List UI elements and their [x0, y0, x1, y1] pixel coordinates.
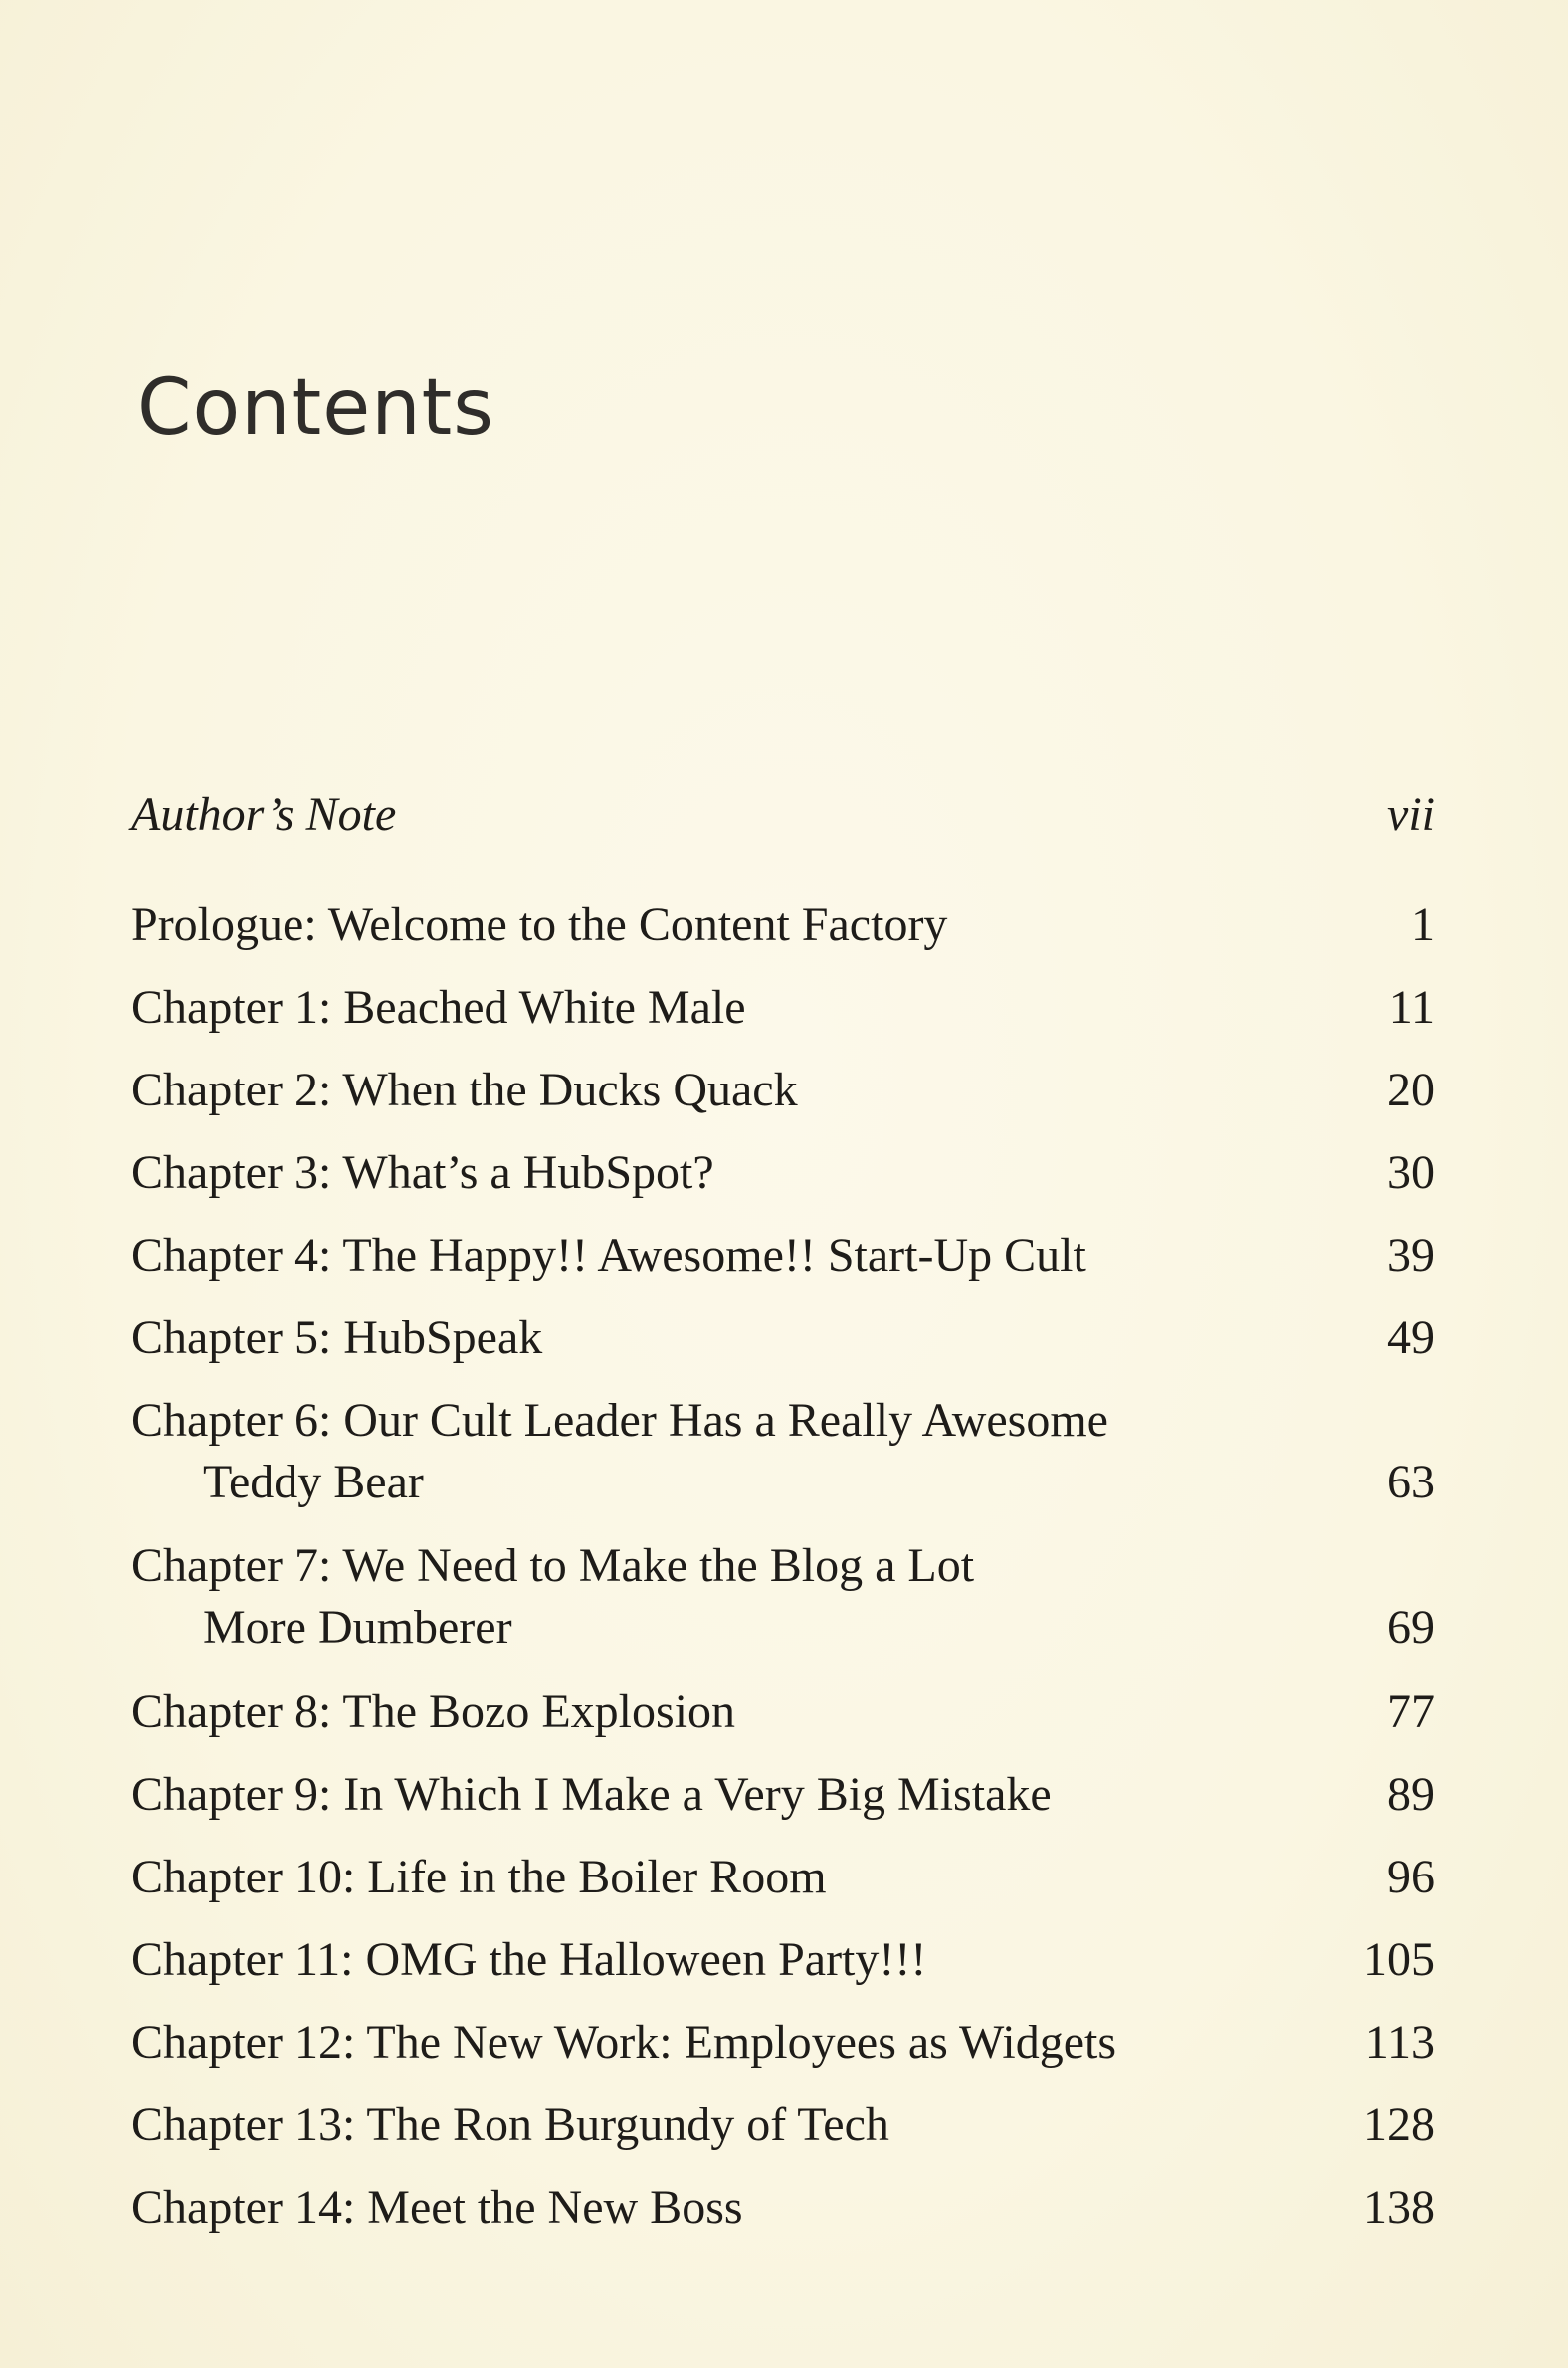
toc-entry-page: 89 [1387, 1768, 1435, 1821]
toc-entry [131, 1225, 1435, 1286]
toc-entry-title: Chapter 14: Meet the New Boss [131, 2181, 743, 2234]
toc-entry-page: 77 [1387, 1685, 1435, 1738]
toc-entry-page: 63 [1387, 1456, 1435, 1508]
toc-entry-title: Chapter 2: When the Ducks Quack [131, 1064, 798, 1116]
toc-entry-page: 138 [1363, 2181, 1435, 2234]
toc-entry-author-note [131, 784, 1435, 846]
toc-entry-page: 69 [1387, 1601, 1435, 1654]
toc-entry-title: Prologue: Welcome to the Content Factory [131, 898, 948, 951]
toc-entry [131, 1681, 1435, 1743]
toc-entry-title: Chapter 10: Life in the Boiler Room [131, 1851, 827, 1903]
toc-entry-page: 49 [1387, 1311, 1435, 1364]
toc-entry-title: Chapter 4: The Happy!! Awesome!! Start-Up Cult [131, 1229, 1086, 1282]
toc-entry [131, 1307, 1435, 1369]
toc-entry-title-line2: More Dumberer [203, 1601, 512, 1654]
toc-entry [131, 894, 1435, 956]
toc-entry-page: 96 [1387, 1851, 1435, 1903]
toc-entry-title: Author’s Note [131, 788, 397, 841]
toc-entry-title-line2: Teddy Bear [203, 1456, 424, 1508]
toc-entry [131, 2094, 1435, 2156]
toc-entry [131, 1142, 1435, 1204]
toc-entry-title [131, 1535, 1186, 1659]
toc-entry [131, 1847, 1435, 1908]
toc-entry-page: 128 [1363, 2098, 1435, 2151]
toc-entry-title: Chapter 9: In Which I Make a Very Big Mistake [131, 1768, 1052, 1821]
toc-entry [131, 2012, 1435, 2073]
toc-entry-title: Chapter 1: Beached White Male [131, 981, 746, 1034]
toc-entry-title: Chapter 8: The Bozo Explosion [131, 1685, 736, 1738]
toc-entry-page: 30 [1387, 1146, 1435, 1199]
toc-entry-title: Chapter 11: OMG the Halloween Party!!! [131, 1933, 927, 1986]
table-of-contents [131, 0, 1435, 2368]
toc-entry-title: Chapter 5: HubSpeak [131, 1311, 543, 1364]
toc-entry-page: 105 [1363, 1933, 1435, 1986]
page-title: Contents [137, 363, 494, 453]
toc-entry-page: vii [1387, 788, 1435, 841]
toc-entry-page: 1 [1411, 898, 1435, 951]
toc-entry-page: 11 [1388, 981, 1435, 1034]
toc-entry [131, 2177, 1435, 2239]
toc-entry-title-line1: Chapter 7: We Need to Make the Blog a Lot [131, 1539, 975, 1592]
toc-entry [131, 1390, 1435, 1513]
toc-entry [131, 977, 1435, 1039]
toc-entry-page: 20 [1387, 1064, 1435, 1116]
toc-entry-title [131, 1390, 1186, 1513]
toc-entry-page: 39 [1387, 1229, 1435, 1282]
toc-entry [131, 1764, 1435, 1826]
toc-entry-title: Chapter 3: What’s a HubSpot? [131, 1146, 714, 1199]
toc-entry [131, 1929, 1435, 1991]
toc-entry-page: 113 [1364, 2016, 1435, 2069]
toc-entry-title: Chapter 13: The Ron Burgundy of Tech [131, 2098, 889, 2151]
toc-entry-title-line1: Chapter 6: Our Cult Leader Has a Really Awesome [131, 1394, 1108, 1447]
toc-entry-title: Chapter 12: The New Work: Employees as Widgets [131, 2016, 1117, 2069]
toc-entry [131, 1535, 1435, 1659]
toc-entry [131, 1060, 1435, 1121]
